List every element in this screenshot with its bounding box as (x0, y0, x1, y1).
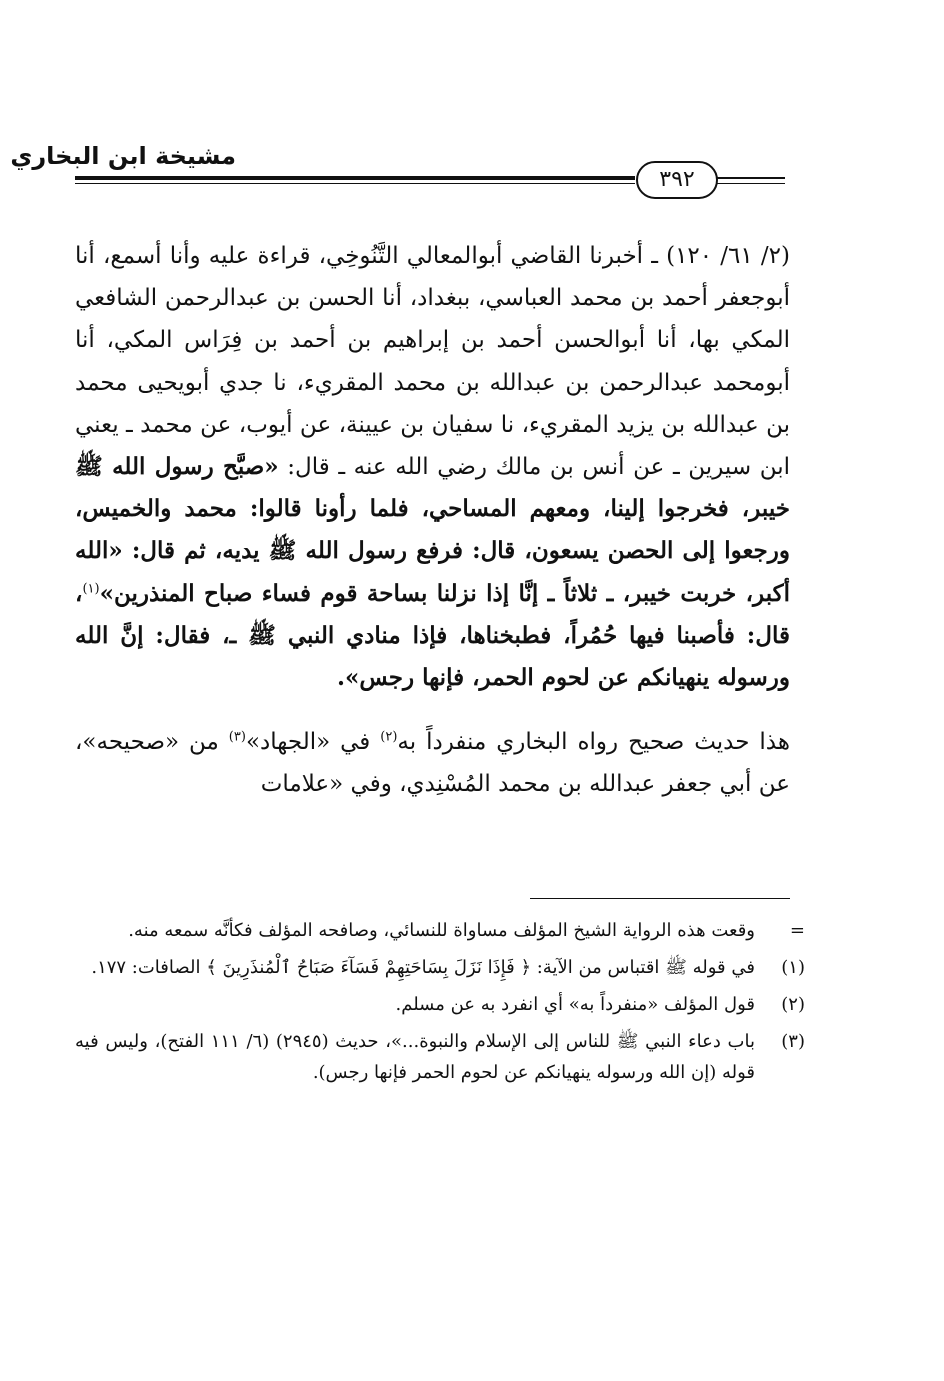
footnote-item (75, 989, 805, 1020)
footnote-mark: (٢) (781, 994, 805, 1015)
header-rule (75, 176, 635, 180)
main-text (75, 235, 790, 805)
footnote-text: باب دعاء النبي ﷺ للناس إلى الإسلام والنبوة...»، حديث (٢٩٤٥) (٦/ ١١١ الفتح)، وليس فيه قوله (إن الله ورسوله ينهيانكم عن لحوم الحمر فإنها رجس). (75, 1031, 755, 1083)
hadith-isnad: (٢/ ٦١/ ١٢٠) ـ أخبرنا القاضي أبوالمعالي التَّنُوخِي، قراءة عليه وأنا أسمع، أنا أبوجعفر أحمد بن محمد العباسي، ببغداد، أنا الحسن بن عبدالرحمن الشافعي المكي بها، أنا أبوالحسن أحمد بن إبراهيم بن أحمد بن فِرَاس المكي، أنا أبومحمد عبدالرحمن بن عبدالله بن محمد المقريء، نا جدي أبويحيى محمد بن عبدالله بن يزيد المقريء، نا سفيان بن عيينة، عن أيوب، عن محمد ـ يعني ابن سيرين ـ عن أنس بن مالك رضي الله عنه ـ قال: (75, 243, 791, 481)
footnote-ref-2: (٢) (380, 729, 398, 745)
footnotes (75, 915, 805, 1094)
footnote-text: وقعت هذه الرواية الشيخ المؤلف مساواة للنسائي، وصافحه المؤلف فكأنَّه سمعه منه. (128, 920, 755, 941)
hadith-matn: «صبَّح رسول الله ﷺ خيبر، فخرجوا إلينا، ومعهم المساحي، فلما رأونا قالوا: محمد والخميس، ورجعوا إلى الحصن يسعون، قال: فرفع رسول الله ﷺ يديه، ثم قال: «الله أكبر، خربت خيبر، ـ ثلاثاً ـ إنَّا إذا نزلنا بساحة قوم فساء صباح المنذرين» (75, 453, 790, 607)
footnote-item (75, 915, 805, 946)
footnote-mark: (١) (781, 957, 805, 978)
footnote-item (75, 1026, 805, 1088)
footnote-ref-1: (١) (82, 580, 100, 596)
header-rule-thin (75, 183, 635, 184)
hadith-paragraph (75, 235, 790, 699)
footnote-text: قول المؤلف «منفرداً به» أي انفرد به عن مسلم. (395, 994, 755, 1015)
commentary-paragraph (75, 721, 790, 805)
footnote-mark: (٣) (781, 1031, 805, 1052)
commentary-text-1: هذا حديث صحيح رواه البخاري منفرداً به (397, 729, 791, 756)
footnote-text: في قوله ﷺ اقتباس من الآية: ﴿ فَإِذَا نَزَلَ بِسَاحَتِهِمْ فَسَآءَ صَبَاحُ ٱلْمُنذَرِينَ ﴾ الصافات: ١٧٧. (91, 957, 755, 978)
commentary-text-3: من «صحيحه»، عن أبي جعفر عبدالله بن محمد المُسْنِدي، وفي «علامات (75, 729, 790, 798)
page-number: ٣٩٢ (636, 161, 718, 199)
footnote-mark: = (789, 920, 805, 941)
footnote-separator (530, 898, 790, 899)
commentary-text-2: في «الجهاد» (245, 729, 381, 756)
running-title: مشيخة ابن البخاري (10, 142, 236, 170)
footnote-item (75, 952, 805, 983)
hadith-matn-continued: ، قال: فأصبنا فيها حُمُراً، فطبخناها، فإذا منادي النبي ﷺ ـ، فقال: إنَّ الله ورسوله ينهيانكم عن لحوم الحمر، فإنها رجس». (75, 579, 790, 692)
header-rule-right (715, 177, 785, 179)
header-rule-right-thin (715, 183, 785, 184)
footnote-ref-3: (٣) (228, 729, 246, 745)
